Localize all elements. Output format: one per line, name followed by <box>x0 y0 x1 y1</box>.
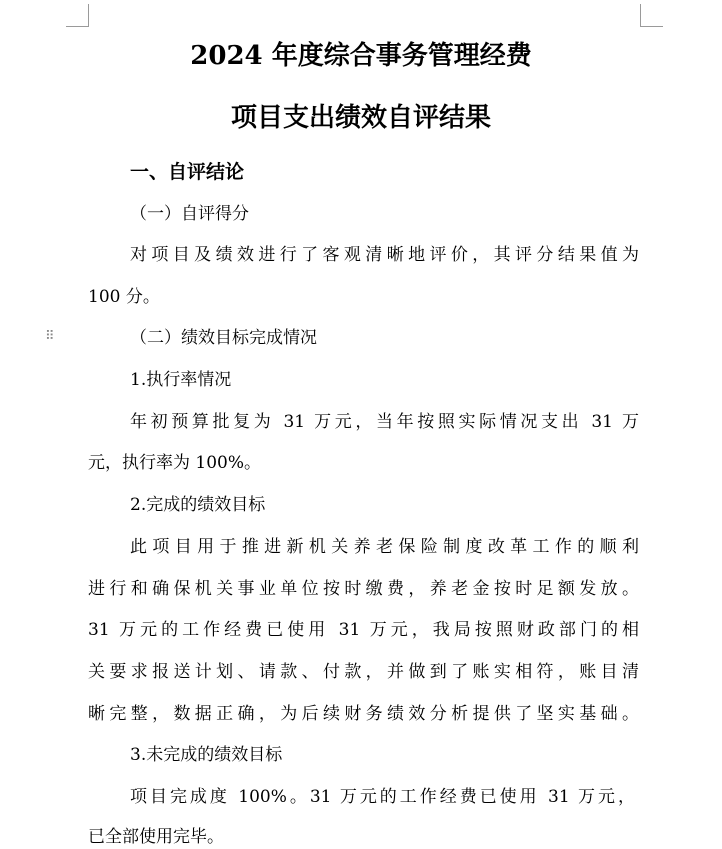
item1-paragraph-line2: 元，执行率为 100%。 <box>88 453 262 473</box>
item1-paragraph-line1: 年初预算批复为 31 万元，当年按照实际情况支出 31 万 <box>130 412 639 432</box>
page-corner-top-left-marker <box>66 4 89 27</box>
document-title-line2: 项目支出绩效自评结果 <box>230 103 491 133</box>
subsection1-paragraph-line2: 100 分。 <box>88 287 160 307</box>
subsection1-paragraph-line1: 对项目及绩效进行了客观清晰地评价，其评分结果值为 <box>130 245 639 265</box>
item3-heading: 3.未完成的绩效目标 <box>130 745 283 765</box>
item2-paragraph-line2: 进行和确保机关事业单位按时缴费，养老金按时足额发放。 <box>88 579 639 599</box>
item2-heading: 2.完成的绩效目标 <box>130 495 266 515</box>
item2-paragraph-line3: 31 万元的工作经费已使用 31 万元，我局按照财政部门的相 <box>88 620 639 640</box>
item2-paragraph-line5: 晰完整，数据正确，为后续财务绩效分析提供了坚实基础。 <box>88 704 639 724</box>
paragraph-drag-handle-icon[interactable]: ⠿ <box>45 329 54 344</box>
section1-heading: 一、自评结论 <box>130 161 245 183</box>
item2-paragraph-line1: 此项目用于推进新机关养老保险制度改革工作的顺利 <box>130 537 639 557</box>
subsection1-heading: （一）自评得分 <box>130 204 249 224</box>
subsection2-heading: （二）绩效目标完成情况 <box>130 328 317 348</box>
item2-paragraph-line4: 关要求报送计划、请款、付款，并做到了账实相符，账目清 <box>88 662 639 682</box>
item1-heading: 1.执行率情况 <box>130 370 232 390</box>
page-corner-top-right-marker <box>640 4 663 27</box>
document-title-line1: 2024 年度综合事务管理经费 <box>190 41 532 71</box>
item3-paragraph-line2: 已全部使用完毕。 <box>88 827 224 847</box>
item3-paragraph-line1: 项目完成度 100%。31 万元的工作经费已使用 31 万元， <box>130 787 635 807</box>
